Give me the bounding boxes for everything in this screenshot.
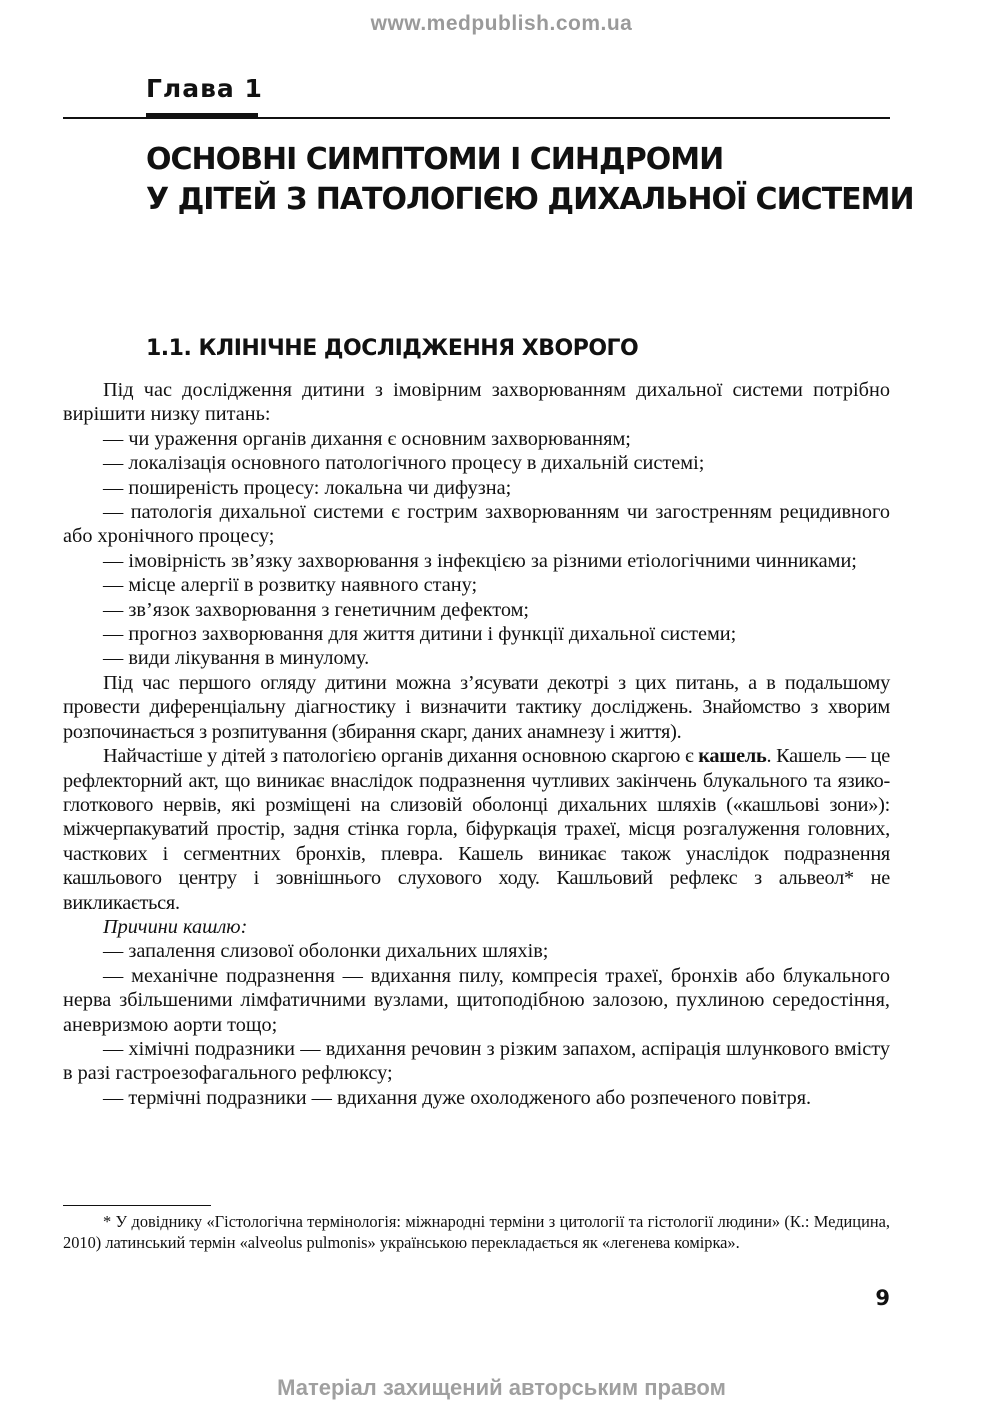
site-watermark: www.medpublish.com.ua (370, 12, 633, 35)
causes-heading (63, 915, 890, 939)
cause-item: — запалення слизової оболонки дихальних шляхів; (103, 940, 549, 963)
cough-lead: Найчастіше у дітей з патологією органів дихання основною скаргою є (103, 745, 699, 768)
question-item: — види лікування в минулому. (103, 647, 370, 670)
page-number: 9 (875, 1286, 890, 1310)
chapter-title-line-1: ОСНОВНІ СИМПТОМИ І СИНДРОМИ (146, 142, 724, 177)
body-text (63, 378, 890, 1110)
footnote-text: * У довіднику «Гістологічна термінологія: міжнародні терміни з цитології та гістології людини» (К.: Медицина, 2010) латинський термін «alveolus pulmonis» українською перекладається як «легенева комірка». (63, 1212, 890, 1252)
causes-heading-text: Причини кашлю: (103, 915, 248, 938)
question-item: — прогноз захворювання для життя дитини і функції дихальної системи; (103, 623, 737, 646)
cause-item: — механічне подразнення — вдихання пилу, компресія трахеї, бронхів або блукального нерва збільшеними лімфатичними вузлами, щитоподібною залозою, пухлиною середостіння, аневризмою аорти тощо; (63, 964, 890, 1036)
intro-paragraph: Під час дослідження дитини з імовірним захворюванням дихальної системи потрібно вирішити низку питань: (63, 379, 890, 426)
cough-definition: . Кашель — це рефлекторний акт, що виникає внаслідок подразнення чутливих закінчень блукального та язико-глоткового нервів, які розміщені на слизовій оболонці дихальних шляхів («кашльові зони»): міжчерпакуватий простір, задня стінка горла, біфуркація трахеї, місця розгалуження головних, часткових і сегментних бронхів, плевра. Кашель виникає також унаслідок подразнення кашльового центру і зовнішнього слухового ходу. Кашльовий рефлекс з альвеол* не викликається. (63, 745, 890, 914)
footnote-rule (63, 1205, 211, 1206)
question-item: — поширеність процесу: локальна чи дифузна; (103, 476, 512, 499)
question-item: — зв’язок захворювання з генетичним дефектом; (103, 598, 530, 621)
cause-item: — термічні подразники — вдихання дуже охолодженого або розпеченого повітря. (103, 1086, 812, 1109)
chapter-label: Глава 1 (146, 74, 263, 103)
question-item: — імовірність зв’язку захворювання з інфекцією за різними етіологічними чинниками; (103, 549, 857, 572)
question-item: — чи ураження органів дихання є основним захворюванням; (103, 427, 631, 450)
chapter-title (146, 140, 914, 220)
cough-term: кашель (698, 745, 767, 768)
copyright-watermark: Матеріал захищений авторським правом (277, 1375, 726, 1400)
chapter-title-line-2: У ДІТЕЙ З ПАТОЛОГІЄЮ ДИХАЛЬНОЇ СИСТЕМИ (146, 182, 914, 217)
question-item: — місце алергії в розвитку наявного стану; (103, 574, 478, 597)
cause-item: — хімічні подразники — вдихання речовин з різким запахом, аспірація шлункового вмісту в разі гастроезофагального рефлюксу; (63, 1037, 890, 1085)
footnote (63, 1212, 890, 1253)
chapter-rule (63, 117, 890, 119)
cough-paragraph (63, 744, 890, 915)
question-item: — патологія дихальної системи є гострим захворюванням чи загостренням рецидивного або хронічного процесу; (63, 501, 890, 548)
question-item: — локалізація основного патологічного процесу в дихальній системі; (103, 452, 705, 475)
first-exam-paragraph: Під час першого огляду дитини можна з’ясувати декотрі з цих питань, а в подальшому провести диференціальну діагностику і визначити тактику досліджень. Знайомство з хворим розпочинається з розпитування (збирання скарг, даних анамнезу і життя). (63, 671, 890, 743)
section-title: 1.1. КЛІНІЧНЕ ДОСЛІДЖЕННЯ ХВОРОГО (146, 336, 639, 361)
